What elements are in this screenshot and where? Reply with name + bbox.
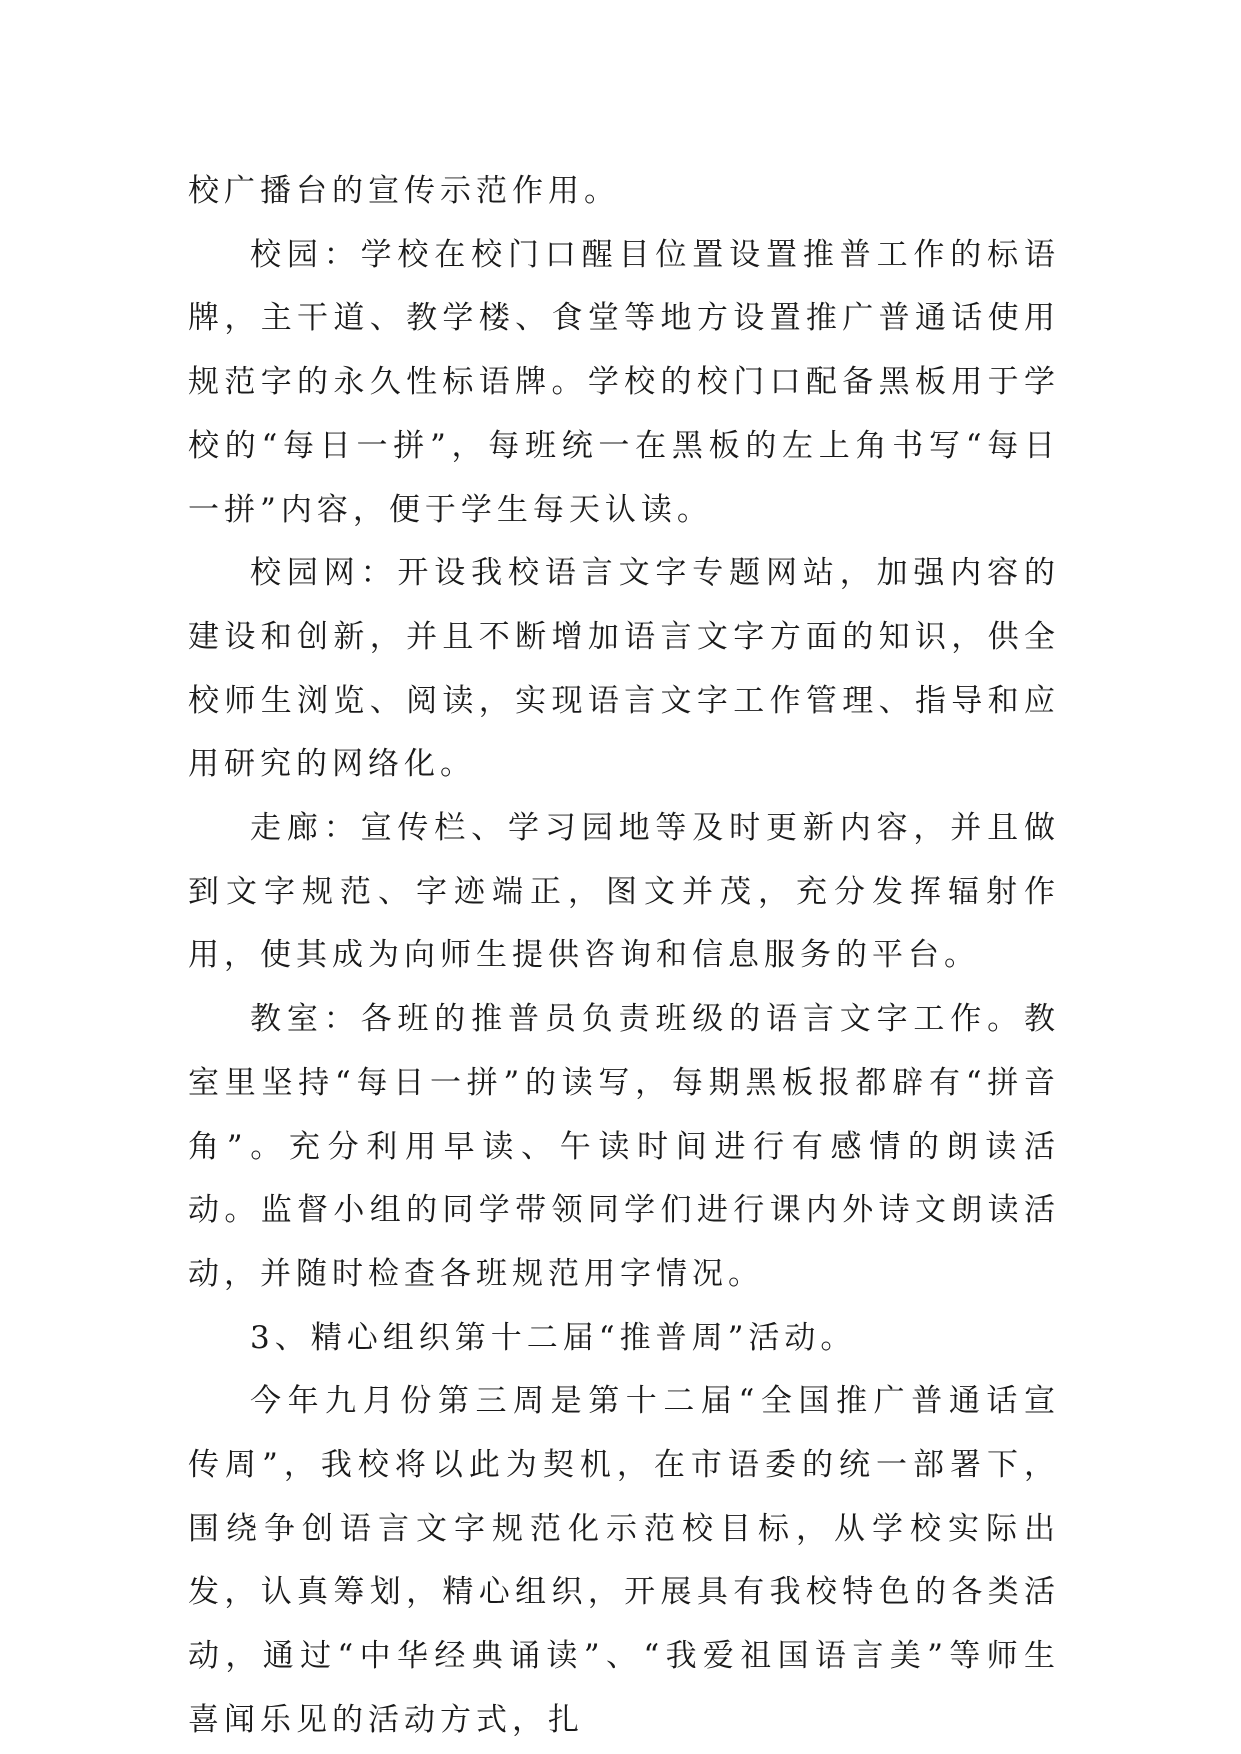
paragraph-continuation: 校广播台的宣传示范作用。 (188, 173, 620, 209)
paragraph-campus-website: 校园网：开设我校语言文字专题网站，加强内容的建设和创新，并且不断增加语言文字方面的知识，供全校师生浏览、阅读，实现语言文字工作管理、指导和应用研究的网络化。 (188, 555, 1060, 783)
paragraph-promotion-week: 今年九月份第三周是第十二届“全国推广普通话宣传周”，我校将以此为契机，在市语委的统一部署下，围绕争创语言文字规范化示范校目标，从学校实际出发，认真筹划，精心组织，开展具有我校特色的各类活动，通过“中华经典诵读”、“我爱祖国语言美”等师生喜闻乐见的活动方式，扎 (188, 1383, 1060, 1738)
paragraph-campus: 校园：学校在校门口醒目位置设置推普工作的标语牌，主干道、教学楼、食堂等地方设置推广普通话使用规范字的永久性标语牌。学校的校门口配备黑板用于学校的“每日一拼”，每班统一在黑板的左上角书写“每日一拼”内容，便于学生每天认读。 (188, 236, 1060, 528)
document-page (188, 160, 1060, 1753)
paragraph-classroom: 教室：各班的推普员负责班级的语言文字工作。教室里坚持“每日一拼”的读写，每期黑板报都辟有“拼音角”。充分利用早读、午读时间进行有感情的朗读活动。监督小组的同学带领同学们进行课内外诗文朗读活动，并随时检查各班规范用字情况。 (188, 1001, 1060, 1292)
paragraph-corridor: 走廊：宣传栏、学习园地等及时更新内容，并且做到文字规范、字迹端正，图文并茂，充分发挥辐射作用，使其成为向师生提供咨询和信息服务的平台。 (188, 810, 1060, 974)
section-heading-promotion-week: 3、精心组织第十二届“推普周”活动。 (250, 1319, 857, 1356)
